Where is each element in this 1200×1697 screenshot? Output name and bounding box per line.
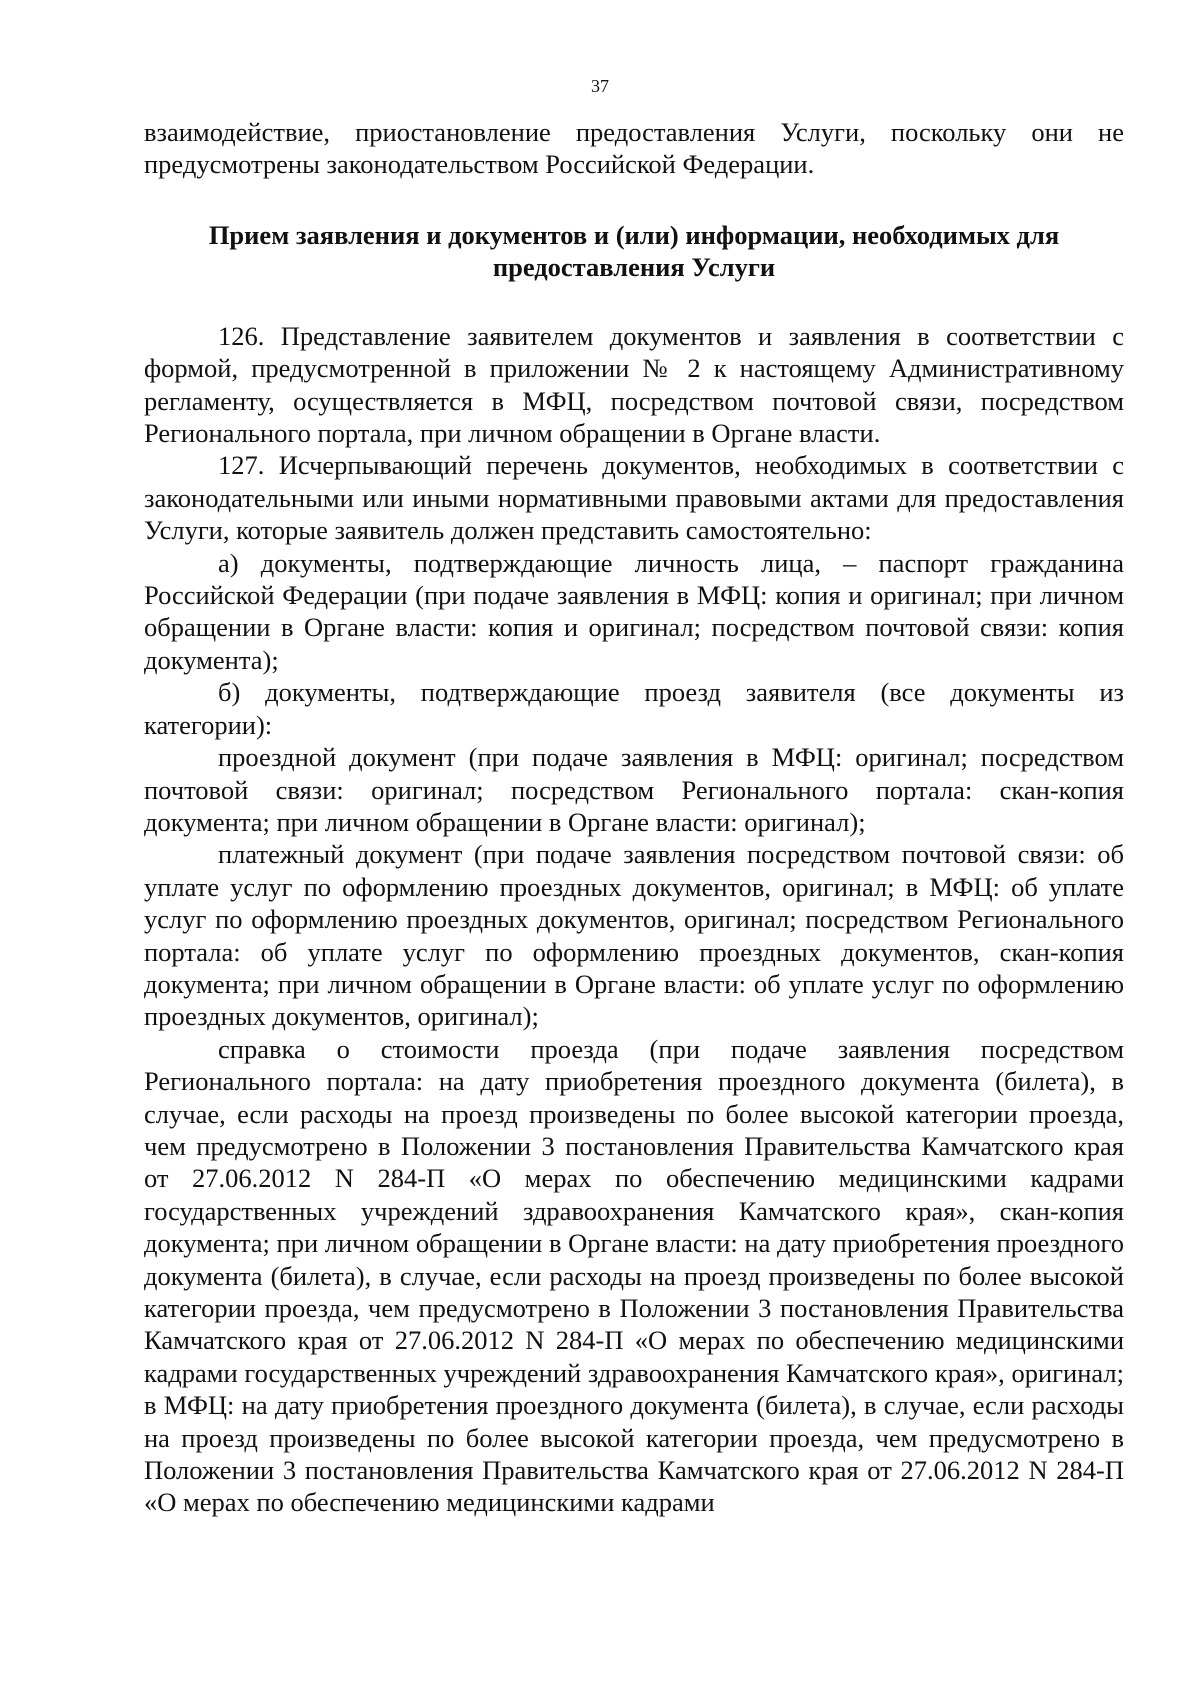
payment-document-paragraph: платежный документ (при подаче заявления посредством почтовой связи: об уплате услуг по оформлению проездных документов, оригинал; в МФЦ: об уплате услуг по оформлению проездных документов, оригинал; посредством Регионального портала: об уплате услуг по оформлению проездных документов, скан-копия документа; при личном обращении в Органе власти: об уплате услуг по оформлению проездных документов, оригинал); <box>144 839 1124 1032</box>
document-body <box>144 116 1124 1519</box>
list-item-b: б) документы, подтверждающие проезд заявителя (все документы из категории): <box>144 677 1124 740</box>
list-item-a: а) документы, подтверждающие личность лица, – паспорт гражданина Российской Федерации (при подаче заявления в МФЦ: копия и оригинал; при личном обращении в Органе власти: копия и оригинал; посредством почтовой связи: копия документа); <box>144 547 1124 675</box>
travel-document-paragraph: проездной документ (при подаче заявления в МФЦ: оригинал; посредством почтовой связи: оригинал; посредством Регионального портала: скан-копия документа; при личном обращении в Органе власти: оригинал); <box>144 742 1124 837</box>
paragraph-127: 127. Исчерпывающий перечень документов, необходимых в соответствии с законодательными или иными нормативными правовыми актами для предоставления Услуги, которые заявитель должен представить самостоятельно: <box>144 450 1124 546</box>
paragraph-126: 126. Представление заявителем документов и заявления в соответствии с формой, предусмотренной в приложении № 2 к настоящему Административному регламенту, осуществляется в МФЦ, посредством почтовой связи, посредством Регионального портала, при личном обращении в Органе власти. <box>144 320 1124 449</box>
section-heading-line-2: предоставления Услуги <box>492 251 776 282</box>
travel-cost-certificate-paragraph: справка о стоимости проезда (при подаче заявления посредством Регионального портала: на дату приобретения проездного документа (билета), в случае, если расходы на проезд произведены по более высокой категории проезда, чем предусмотрено в Положении 3 постановления Правительства Камчатского края от 27.06.2012 N 284-П «О мерах по обеспечению медицинскими кадрами государственных учреждений здравоохранения Камчатского края», скан-копия документа; при личном обращении в Органе власти: на дату приобретения проездного документа (билета), в случае, если расходы на проезд произведены по более высокой категории проезда, чем предусмотрено в Положении 3 постановления Правительства Камчатского края от 27.06.2012 N 284-П «О мерах по обеспечению медицинскими кадрами государственных учреждений здравоохранения Камчатского края», оригинал; в МФЦ: на дату приобретения проездного документа (билета), в случае, если расходы на проезд произведены по более высокой категории проезда, чем предусмотрено в Положении 3 постановления Правительства Камчатского края от 27.06.2012 N 284-П «О мерах по обеспечению медицинскими кадрами <box>144 1033 1124 1518</box>
section-heading-line-1: Прием заявления и документов и (или) информации, необходимых для <box>208 219 1060 250</box>
page-number: 37 <box>591 76 609 96</box>
section-heading <box>144 219 1124 283</box>
continuation-paragraph: взаимодействие, приостановление предоставления Услуги, поскольку они не предусмотрены законодательством Российской Федерации. <box>144 117 1124 180</box>
